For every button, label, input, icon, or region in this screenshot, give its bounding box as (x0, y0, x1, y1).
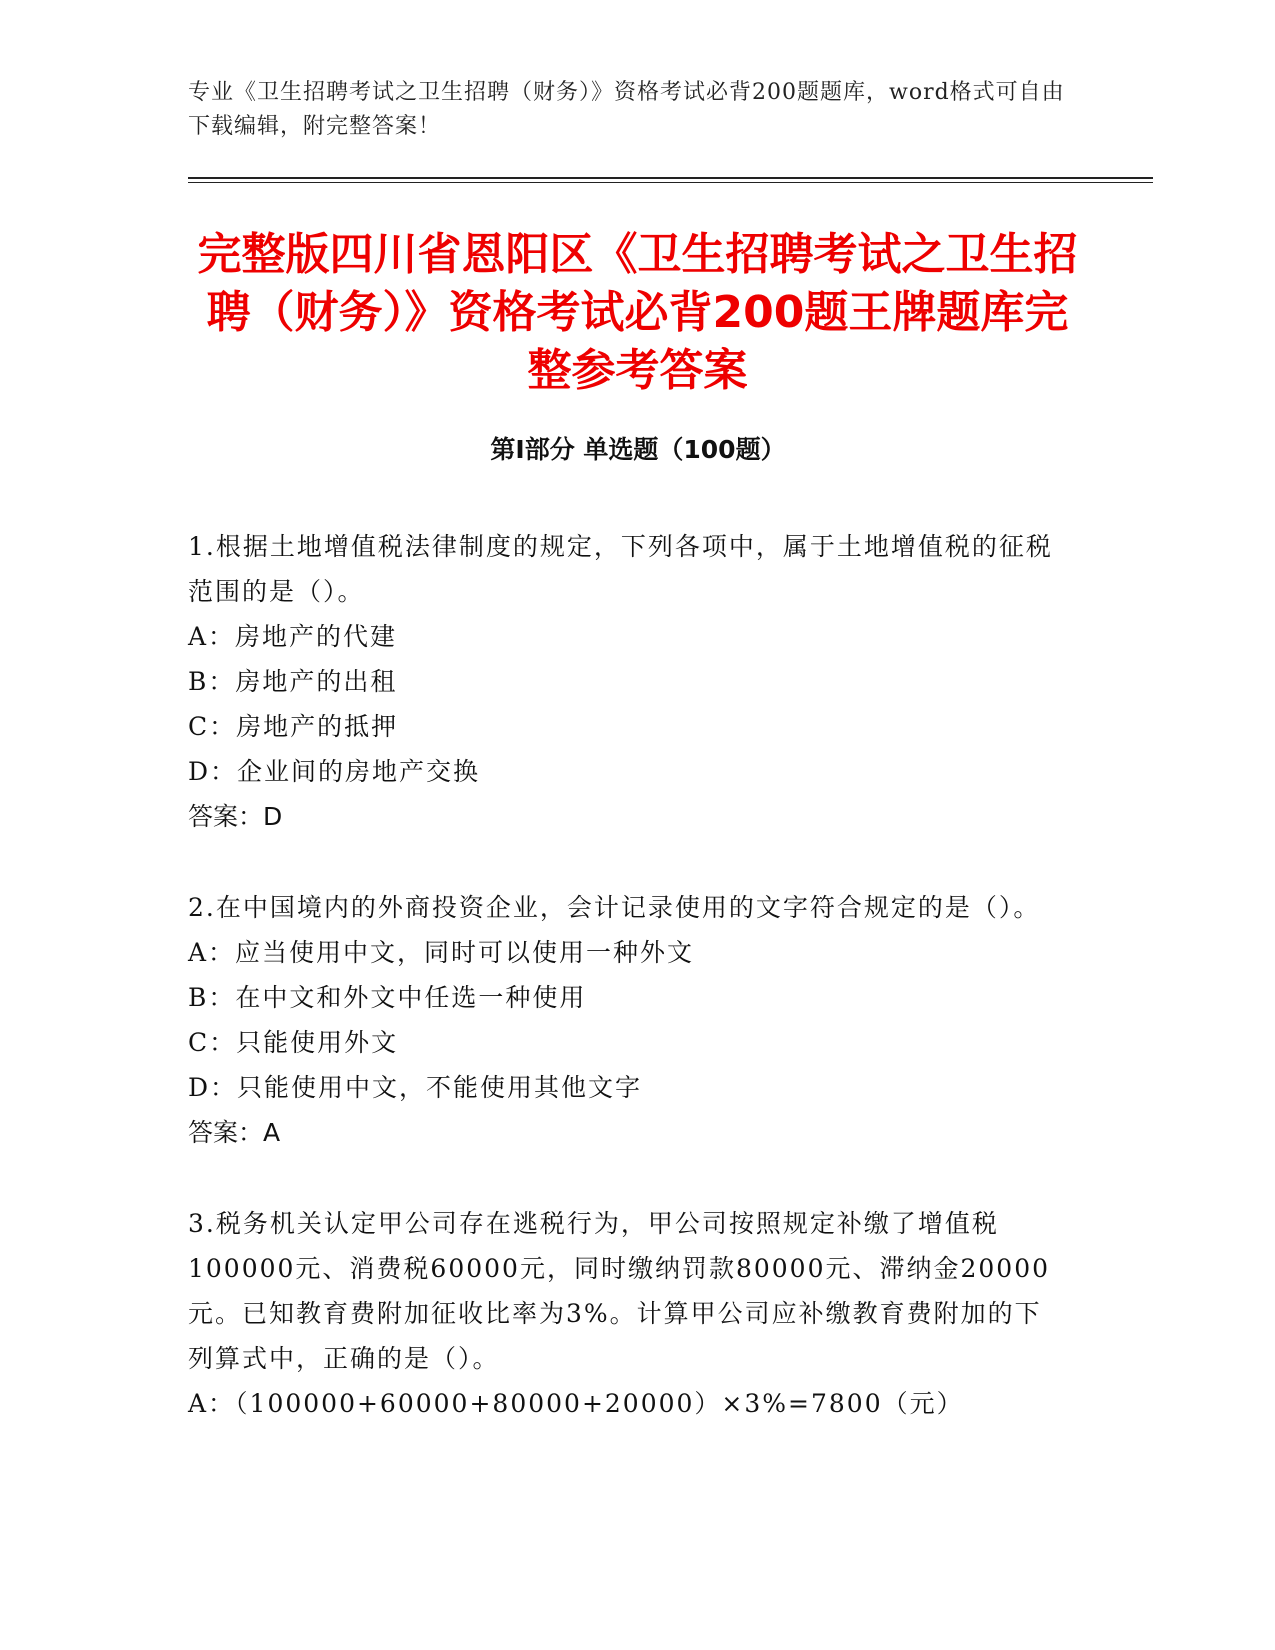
option-a: A：应当使用中文，同时可以使用一种外文 (188, 938, 695, 967)
header-rule-thin (188, 182, 1153, 183)
answer: 答案：A (188, 1118, 281, 1147)
question-text: 3.税务机关认定甲公司存在逃税行为，甲公司按照规定补缴了增值税100000元、消费税60000元，同时缴纳罚款80000元、滞纳金20000元。已知教育费附加征收比率为3%。计算甲公司应补缴教育费附加的下列算式中，正确的是（）。 (188, 1209, 1051, 1373)
option-a: A：（100000+60000+80000+20000）×3%=7800（元） (188, 1389, 964, 1418)
question-1 (188, 524, 1068, 839)
option-d: D：只能使用中文，不能使用其他文字 (188, 1073, 643, 1102)
header-rule-thick (188, 177, 1153, 179)
header-note: 专业《卫生招聘考试之卫生招聘（财务）》资格考试必背200题题库，word格式可自由下载编辑，附完整答案！ (188, 80, 1065, 139)
document-title: 完整版四川省恩阳区《卫生招聘考试之卫生招聘（财务）》资格考试必背200题王牌题库完整参考答案 (197, 229, 1078, 396)
question-text: 2.在中国境内的外商投资企业，会计记录使用的文字符合规定的是（）。 (188, 893, 1041, 922)
answer: 答案：D (188, 802, 283, 831)
question-2 (188, 885, 1068, 1155)
option-a: A：房地产的代建 (188, 622, 398, 651)
option-c: C：只能使用外文 (188, 1028, 399, 1057)
question-text: 1.根据土地增值税法律制度的规定，下列各项中，属于土地增值税的征税范围的是（）。 (188, 532, 1053, 606)
option-c: C：房地产的抵押 (188, 712, 399, 741)
question-3 (188, 1201, 1068, 1426)
question-list (188, 524, 1068, 1472)
section-title: 第Ⅰ部分 单选题（100题） (490, 435, 786, 464)
option-b: B：房地产的出租 (188, 667, 398, 696)
option-d: D：企业间的房地产交换 (188, 757, 481, 786)
option-b: B：在中文和外文中任选一种使用 (188, 983, 587, 1012)
